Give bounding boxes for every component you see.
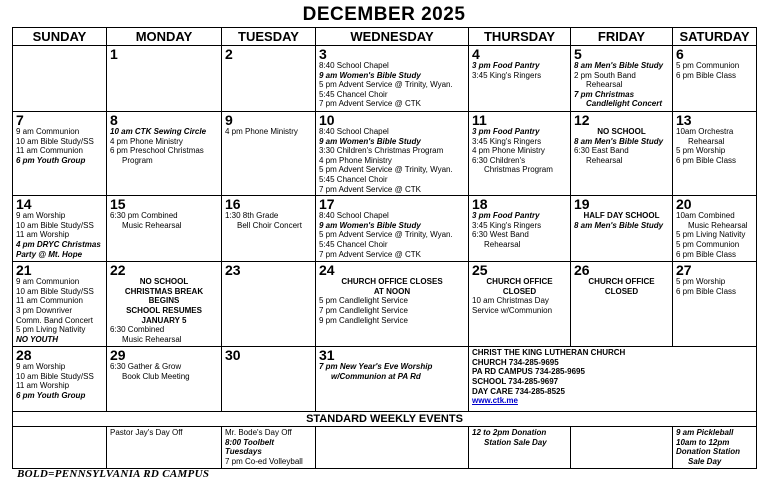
- footnote: BOLD=PENNSYLVANIA RD CAMPUS: [17, 468, 210, 480]
- day-cell-23: [222, 262, 316, 347]
- day-cell-16: [222, 196, 316, 262]
- day-number: 19: [574, 196, 590, 213]
- contact-line: DAY CARE 734-285-8525: [472, 386, 565, 396]
- day-cell-17: [316, 196, 469, 262]
- event-text: Book Club Meeting: [122, 371, 190, 381]
- day-number: 6: [676, 46, 684, 62]
- day-number: 28: [16, 347, 32, 364]
- day-cell-28: [13, 347, 107, 412]
- event-text: 9 am Women's Bible Study: [319, 220, 421, 230]
- event-text: 10am Combined: [676, 211, 735, 221]
- weekday-friday: FRIDAY: [571, 28, 673, 46]
- weekday-sunday: SUNDAY: [13, 28, 107, 46]
- standard-weekly-header: STANDARD WEEKLY EVENTS: [13, 412, 757, 427]
- event-text: CHURCH OFFICE: [588, 277, 655, 287]
- event-text: Candlelight Concert: [586, 99, 663, 109]
- day-cell-8: [107, 112, 222, 196]
- event-text: 4 pm Phone Ministry: [225, 127, 298, 136]
- day-number: 22: [110, 262, 126, 279]
- day-number: 10: [319, 112, 335, 128]
- day-cell-29: [107, 347, 222, 412]
- day-number: 13: [676, 112, 692, 128]
- event-text: Bell Choir Concert: [237, 220, 302, 230]
- event-text: 8:40 School Chapel: [319, 127, 389, 136]
- day-cell-1: [107, 46, 222, 112]
- event-text: NO SCHOOL: [139, 277, 189, 287]
- day-cell-7: [13, 112, 107, 196]
- day-number: 3: [319, 46, 327, 62]
- day-number: 31: [319, 347, 335, 364]
- event-text: 8 am Men's Bible Study: [574, 61, 664, 70]
- event-text: NO YOUTH: [16, 334, 59, 344]
- event-text: 10 am Christmas Day: [472, 296, 549, 306]
- event-text: 5 pm Advent Service @ Trinity, Wyan.: [319, 230, 453, 240]
- event-text: 4 pm Phone Ministry: [319, 155, 392, 165]
- event-text: 7 pm Christmas: [574, 89, 635, 99]
- day-number: 17: [319, 196, 335, 213]
- event-text: 5 pm Candlelight Service: [319, 296, 408, 306]
- event-text: 6 pm Bible Class: [676, 70, 737, 80]
- contact-line: PA RD CAMPUS 734-285-9695: [472, 367, 585, 377]
- event-text: 9 am Women's Bible Study: [319, 136, 421, 146]
- week-row-4: [13, 262, 757, 347]
- day-number: 11: [472, 112, 487, 128]
- weekly-cell-tuesday: [222, 427, 316, 468]
- day-cell-14: [13, 196, 107, 262]
- event-text: 8:40 School Chapel: [319, 61, 389, 70]
- contact-line: CHURCH 734-285-9695: [472, 357, 559, 367]
- event-text: 6:30 West Band: [472, 230, 529, 240]
- event-text: 3 pm Food Pantry: [472, 211, 540, 221]
- day-cell-19: [571, 196, 673, 262]
- event-text: 5:45 Chancel Choir: [319, 174, 388, 184]
- event-text: 7 pm Co-ed Volleyball: [225, 456, 303, 466]
- event-text: SCHOOL RESUMES: [126, 305, 202, 315]
- event-text: NO SCHOOL: [597, 127, 646, 136]
- week-row-2: [13, 112, 757, 196]
- event-text: 7 pm Advent Service @ CTK: [319, 249, 421, 259]
- event-text: Music Rehearsal: [122, 334, 182, 344]
- event-text: Christmas Program: [484, 165, 553, 175]
- day-cell-3: [316, 46, 469, 112]
- event-text: CHRISTMAS BREAK BEGINS: [124, 286, 204, 306]
- event-text: CHURCH OFFICE: [486, 277, 553, 287]
- event-text: 6:30 Gather & Grow: [110, 362, 182, 372]
- event-text: 9 am Worship: [16, 211, 66, 221]
- week-row-1: [13, 46, 757, 112]
- event-text: 9 pm Candlelight Service: [319, 315, 408, 325]
- event-text: Comm. Band Concert: [16, 315, 93, 325]
- event-text: 8:00 Toolbelt Tuesdays: [225, 437, 275, 457]
- day-cell-25: [469, 262, 571, 347]
- day-number: 16: [225, 196, 241, 213]
- event-text: 4 pm Phone Ministry: [110, 136, 183, 146]
- event-text: Rehearsal: [586, 155, 623, 165]
- weekly-cell-friday: [571, 427, 673, 468]
- event-text: 6:30 pm Combined: [110, 211, 178, 221]
- event-text: AT NOON: [373, 286, 411, 296]
- day-number: 29: [110, 347, 126, 364]
- day-cell-15: [107, 196, 222, 262]
- event-text: CHURCH OFFICE CLOSES: [341, 277, 443, 287]
- event-text: 6 pm Bible Class: [676, 249, 737, 259]
- event-text: 8:40 School Chapel: [319, 211, 389, 221]
- event-text: 10am Orchestra: [676, 127, 734, 136]
- event-text: Rehearsal: [586, 80, 623, 90]
- event-text: 9 am Communion: [16, 277, 80, 287]
- event-text: 6:30 Children's: [472, 155, 526, 165]
- day-cell-18: [469, 196, 571, 262]
- day-number: 18: [472, 196, 488, 213]
- event-text: 9 am Pickleball: [676, 428, 734, 438]
- event-text: 4 pm Phone Ministry: [472, 146, 545, 156]
- day-cell-4: [469, 46, 571, 112]
- weekly-cell-monday: [107, 427, 222, 468]
- day-number: 7: [16, 112, 24, 128]
- day-number: 1: [110, 46, 118, 62]
- week-row-5: [13, 347, 757, 412]
- day-number: 15: [110, 196, 126, 213]
- day-number: 4: [472, 46, 480, 62]
- event-text: Music Rehearsal: [122, 220, 182, 230]
- day-number: 27: [676, 262, 692, 279]
- day-cell-30: [222, 347, 316, 412]
- weekly-cell-sunday: [13, 427, 107, 468]
- event-text: 9 am Communion: [16, 127, 80, 136]
- event-text: 3 pm Downriver: [16, 305, 73, 315]
- day-number: 14: [16, 196, 32, 213]
- day-number: 23: [225, 262, 241, 279]
- day-number: 12: [574, 112, 590, 128]
- event-text: 3 pm Food Pantry: [472, 61, 540, 70]
- event-text: 10 am Bible Study/SS: [16, 220, 94, 230]
- contact-line: SCHOOL 734-285-9697: [472, 376, 559, 386]
- event-text: Music Rehearsal: [688, 220, 748, 230]
- day-number: 9: [225, 112, 233, 128]
- day-cell-5: [571, 46, 673, 112]
- day-number: 24: [319, 262, 335, 279]
- event-text: 5:45 Chancel Choir: [319, 89, 388, 99]
- event-text: 6 pm Bible Class: [676, 155, 737, 165]
- day-number: 5: [574, 46, 582, 62]
- contact-info: [469, 347, 757, 412]
- event-text: 10am to 12pm: [676, 437, 730, 447]
- weekly-cell-thursday: [469, 427, 571, 468]
- day-cell-21: [13, 262, 107, 347]
- event-text: 5 pm Living Nativity: [676, 230, 746, 240]
- event-text: 2 pm South Band: [574, 70, 636, 80]
- event-text: 11 am Communion: [16, 296, 83, 306]
- standard-weekly-header-row: [13, 412, 757, 427]
- event-text: 3 pm Food Pantry: [472, 127, 540, 136]
- day-cell-26: [571, 262, 673, 347]
- event-text: 3:45 King's Ringers: [472, 220, 542, 230]
- event-text: 4 pm DRYC Christmas: [16, 239, 101, 249]
- event-text: 3:30 Children's Christmas Program: [319, 146, 444, 156]
- event-text: HALF DAY SCHOOL: [583, 211, 660, 221]
- event-text: 7 pm Candlelight Service: [319, 305, 408, 315]
- event-text: 3:45 King's Ringers: [472, 70, 542, 80]
- event-text: 10 am CTK Sewing Circle: [110, 127, 207, 136]
- weekly-cell-saturday: [673, 427, 757, 468]
- event-text: 8 am Men's Bible Study: [574, 220, 664, 230]
- weekday-saturday: SATURDAY: [673, 28, 757, 46]
- event-text: Donation Station: [676, 447, 740, 457]
- event-text: 5 pm Worship: [676, 277, 726, 287]
- day-cell-20: [673, 196, 757, 262]
- event-text: 1:30 8th Grade: [225, 211, 279, 221]
- event-text: 11 am Worship: [16, 230, 70, 240]
- event-text: 6 pm Preschool Christmas: [110, 146, 204, 156]
- event-text: Pastor Jay's Day Off: [110, 428, 183, 438]
- event-text: CLOSED: [502, 286, 537, 296]
- event-text: 6:30 Combined: [110, 325, 165, 335]
- event-text: 12 to 2pm Donation: [472, 428, 547, 438]
- event-text: Party @ Mt. Hope: [16, 249, 83, 259]
- event-text: 5:45 Chancel Choir: [319, 239, 388, 249]
- event-text: 7 pm Advent Service @ CTK: [319, 99, 421, 109]
- weekday-tuesday: TUESDAY: [222, 28, 316, 46]
- standard-weekly-row: [13, 427, 757, 468]
- event-text: 6:30 East Band: [574, 146, 629, 156]
- event-text: Program: [122, 155, 153, 165]
- event-text: Rehearsal: [688, 136, 725, 146]
- day-cell-9: [222, 112, 316, 196]
- week-row-3: [13, 196, 757, 262]
- day-number: 2: [225, 46, 233, 62]
- website-link[interactable]: www.ctk.me: [472, 396, 518, 406]
- event-text: 5 pm Worship: [676, 146, 726, 156]
- event-text: 10 am Bible Study/SS: [16, 136, 94, 146]
- contact-line: CHRIST THE KING LUTHERAN CHURCH: [472, 348, 626, 358]
- event-text: 10 am Bible Study/SS: [16, 371, 94, 381]
- event-text: 9 am Worship: [16, 362, 66, 372]
- event-text: 5 pm Advent Service @ Trinity, Wyan.: [319, 80, 453, 90]
- day-cell-22: [107, 262, 222, 347]
- event-text: Service w/Communion: [472, 305, 553, 315]
- day-number: 20: [676, 196, 692, 213]
- day-number: 26: [574, 262, 590, 279]
- day-number: 25: [472, 262, 488, 279]
- event-text: 8 am Men's Bible Study: [574, 136, 664, 146]
- weekly-cell-wednesday: [316, 427, 469, 468]
- event-text: 3:45 King's Ringers: [472, 136, 542, 146]
- day-cell-12: [571, 112, 673, 196]
- event-text: 11 am Worship: [16, 381, 70, 391]
- calendar-title: DECEMBER 2025: [302, 4, 466, 25]
- day-cell-13: [673, 112, 757, 196]
- event-text: 5 pm Communion: [676, 61, 740, 70]
- weekday-thursday: THURSDAY: [469, 28, 571, 46]
- event-text: Mr. Bode's Day Off: [225, 428, 292, 438]
- day-cell-31: [316, 347, 469, 412]
- event-text: 7 pm New Year's Eve Worship: [319, 362, 433, 372]
- event-text: w/Communion at PA Rd: [331, 371, 421, 381]
- event-text: 7 pm Advent Service @ CTK: [319, 184, 421, 194]
- event-text: 6 pm Youth Group: [16, 155, 86, 165]
- event-text: 5 pm Advent Service @ Trinity, Wyan.: [319, 165, 453, 175]
- event-text: 5 pm Living Nativity: [16, 325, 86, 335]
- day-cell-empty-sunday: [13, 46, 107, 112]
- event-text: JANUARY 5: [141, 315, 187, 325]
- event-text: Station Sale Day: [484, 437, 547, 447]
- weekday-wednesday: WEDNESDAY: [316, 28, 469, 46]
- day-cell-24: [316, 262, 469, 347]
- calendar-grid: [12, 27, 757, 469]
- event-text: 6 pm Youth Group: [16, 390, 86, 400]
- event-text: CLOSED: [604, 286, 639, 296]
- day-number: 8: [110, 112, 118, 128]
- event-text: Sale Day: [688, 456, 722, 466]
- event-text: 6 pm Bible Class: [676, 286, 737, 296]
- day-cell-6: [673, 46, 757, 112]
- day-number: 30: [225, 347, 241, 364]
- event-text: 9 am Women's Bible Study: [319, 70, 421, 80]
- weekday-monday: MONDAY: [107, 28, 222, 46]
- day-cell-2: [222, 46, 316, 112]
- event-text: 10 am Bible Study/SS: [16, 286, 94, 296]
- event-text: Rehearsal: [484, 239, 521, 249]
- day-cell-10: [316, 112, 469, 196]
- event-text: 5 pm Communion: [676, 239, 740, 249]
- day-number: 21: [16, 262, 32, 279]
- weekday-header-row: [13, 28, 757, 46]
- day-cell-27: [673, 262, 757, 347]
- day-cell-11: [469, 112, 571, 196]
- event-text: 11 am Communion: [16, 146, 83, 156]
